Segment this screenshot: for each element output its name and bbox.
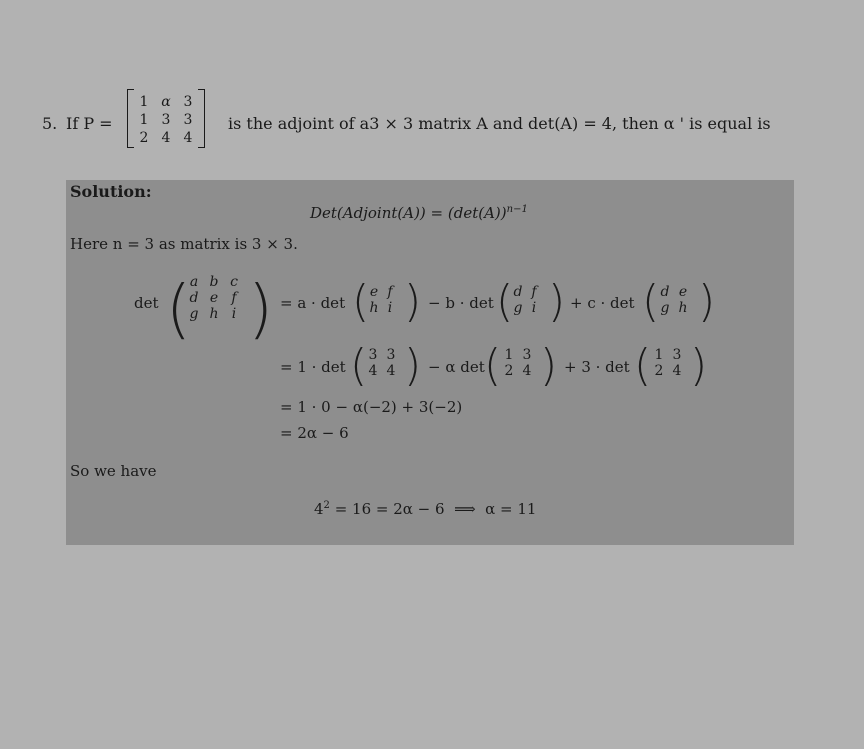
matrix-cell: 2 xyxy=(139,130,149,146)
matrix-cell: h xyxy=(369,300,379,316)
matrix-cell: g xyxy=(189,306,199,322)
matrix-cell: d xyxy=(189,290,199,306)
matrix-cell: e xyxy=(678,284,688,300)
minor-33-44 xyxy=(364,347,400,379)
det-label: det xyxy=(134,294,159,312)
expansion-term-2: − b · det xyxy=(428,294,494,312)
matrix-cell: c xyxy=(230,274,238,290)
matrix-cell: 4 xyxy=(672,363,682,379)
paren-right: ) xyxy=(698,276,716,327)
paren-left: ( xyxy=(496,276,514,327)
matrix-cell: 4 xyxy=(161,130,171,146)
paren-left: ( xyxy=(642,276,660,327)
expansion-term-1: = a · det xyxy=(280,294,346,312)
matrix-cell: 3 xyxy=(672,347,682,363)
paren-right: ) xyxy=(540,340,558,391)
minor-de-gh xyxy=(656,284,692,316)
matrix-cell: f xyxy=(231,290,237,306)
so-we-have: So we have xyxy=(70,462,157,480)
question-number xyxy=(42,114,57,133)
matrix-cell: g xyxy=(513,300,523,316)
final-exp: 2 xyxy=(323,500,330,511)
matrix-cell: 2 xyxy=(654,363,664,379)
matrix-cell: 4 xyxy=(386,363,396,379)
matrix-cell: i xyxy=(387,300,393,316)
paren-right: ) xyxy=(404,276,422,327)
paren-left: ( xyxy=(166,273,191,347)
adjoint-formula xyxy=(310,204,528,222)
matrix-cell: 3 xyxy=(522,347,532,363)
final-equation xyxy=(314,500,536,518)
matrix-cell: d xyxy=(660,284,670,300)
adjoint-formula-base: Det(Adjoint(A)) = (det(A)) xyxy=(310,204,507,222)
matrix-cell: g xyxy=(660,300,670,316)
minor-ef-hi xyxy=(366,284,398,316)
numeric-term-1: = 1 · det xyxy=(280,358,346,376)
matrix-cell: f xyxy=(531,284,537,300)
matrix-cell: 3 xyxy=(386,347,396,363)
matrix-cell: 3 xyxy=(183,112,193,128)
minor-df-gi xyxy=(510,284,542,316)
matrix-cell: a xyxy=(189,274,199,290)
matrix-cell: b xyxy=(209,274,219,290)
paren-right: ) xyxy=(404,340,422,391)
final-base: 4 xyxy=(314,500,324,518)
matrix-cell: α xyxy=(161,94,171,110)
question-suffix: is the adjoint of a3 × 3 matrix A and det(A) = 4, then α ' is equal is xyxy=(228,114,771,133)
paren-right: ) xyxy=(690,340,708,391)
matrix-cell: h xyxy=(678,300,688,316)
paren-right: ) xyxy=(248,273,273,347)
matrix-cell: d xyxy=(513,284,523,300)
generic-matrix xyxy=(184,274,244,322)
matrix-cell: 3 xyxy=(161,112,171,128)
matrix-p-grid xyxy=(133,94,199,146)
paren-right: ) xyxy=(548,276,566,327)
matrix-cell: h xyxy=(209,306,219,322)
calc-line-4: = 2α − 6 xyxy=(280,424,349,442)
numeric-term-3: + 3 · det xyxy=(564,358,630,376)
matrix-cell: 1 xyxy=(504,347,514,363)
matrix-cell: f xyxy=(387,284,393,300)
paren-left: ( xyxy=(634,340,652,391)
expansion-term-3: + c · det xyxy=(570,294,635,312)
matrix-cell: 1 xyxy=(654,347,664,363)
final-rest: = 16 = 2α − 6 ⟹ α = 11 xyxy=(329,500,537,518)
matrix-cell: e xyxy=(209,290,219,306)
minor-13-24 xyxy=(500,347,536,379)
matrix-cell: i xyxy=(231,306,237,322)
minor-13-24-b xyxy=(650,347,686,379)
matrix-cell: 4 xyxy=(522,363,532,379)
matrix-cell: 1 xyxy=(139,94,149,110)
matrix-cell: 3 xyxy=(183,94,193,110)
solution-title: Solution: xyxy=(70,182,152,201)
matrix-cell: 3 xyxy=(368,347,378,363)
calc-line-3: = 1 · 0 − α(−2) + 3(−2) xyxy=(280,398,463,416)
matrix-cell: 2 xyxy=(504,363,514,379)
here-line: Here n = 3 as matrix is 3 × 3. xyxy=(70,235,298,253)
numeric-term-2: − α det xyxy=(428,358,485,376)
solution-box xyxy=(66,180,794,545)
question-number-text: 5. xyxy=(42,114,58,133)
matrix-cell: 1 xyxy=(139,112,149,128)
matrix-p xyxy=(133,91,199,146)
matrix-cell: e xyxy=(369,284,379,300)
paren-left: ( xyxy=(352,276,370,327)
matrix-cell: 4 xyxy=(183,130,193,146)
paren-left: ( xyxy=(484,340,502,391)
adjoint-formula-exp: n−1 xyxy=(506,204,528,215)
matrix-cell: i xyxy=(531,300,537,316)
question-prefix: If P = xyxy=(66,114,113,133)
paren-left: ( xyxy=(350,340,368,391)
matrix-cell: 4 xyxy=(368,363,378,379)
